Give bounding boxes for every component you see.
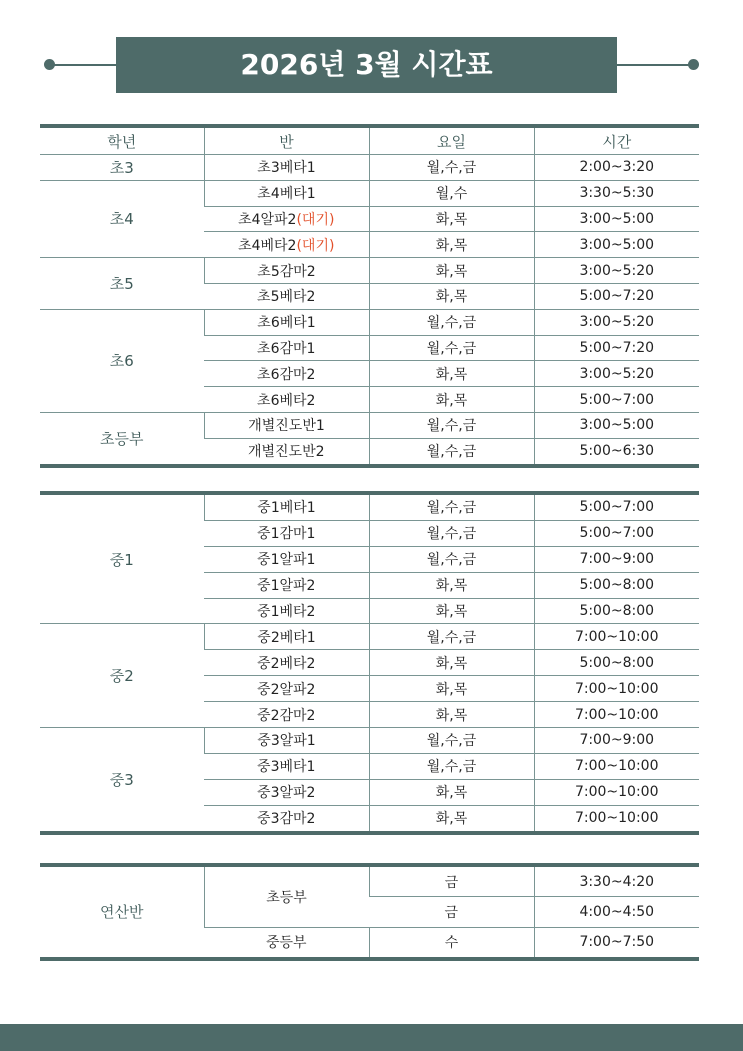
time-cell: 3:00~5:20 bbox=[534, 258, 699, 284]
grade-cell: 초등부 bbox=[40, 412, 204, 465]
class-cell: 중등부 bbox=[265, 935, 307, 952]
class-cell: 개별진도반1 bbox=[204, 412, 369, 438]
title-dot-right bbox=[688, 59, 699, 70]
class-cell: 중1알파2 bbox=[204, 572, 369, 598]
days-cell: 월,수,금 bbox=[369, 753, 534, 779]
days-cell: 월,수,금 bbox=[369, 309, 534, 335]
days-cell: 화,목 bbox=[369, 779, 534, 805]
time-cell: 5:00~6:30 bbox=[534, 438, 699, 465]
calc-schedule-table bbox=[40, 863, 699, 961]
days-cell: 화,목 bbox=[369, 598, 534, 624]
grade-cell: 초3 bbox=[40, 155, 204, 181]
days-cell: 화,목 bbox=[369, 702, 534, 728]
days-cell: 화,목 bbox=[369, 676, 534, 702]
class-cell: 중3알파1 bbox=[204, 728, 369, 754]
grade-cell: 초5 bbox=[40, 258, 204, 310]
time-cell: 5:00~8:00 bbox=[534, 598, 699, 624]
table-row bbox=[40, 493, 699, 520]
time-cell: 5:00~7:00 bbox=[534, 493, 699, 520]
grade-cell: 초4 bbox=[40, 180, 204, 257]
time-cell: 4:00~4:50 bbox=[534, 897, 699, 927]
time-cell: 7:00~10:00 bbox=[534, 676, 699, 702]
grade-cell: 중3 bbox=[40, 728, 204, 833]
days-cell: 월,수,금 bbox=[369, 155, 534, 181]
table-row bbox=[40, 180, 699, 206]
time-cell: 5:00~7:00 bbox=[534, 387, 699, 413]
class-cell: 중1감마1 bbox=[204, 520, 369, 546]
time-cell: 7:00~9:00 bbox=[534, 728, 699, 754]
grade-cell: 연산반 bbox=[40, 865, 204, 959]
class-cell: 중2베타1 bbox=[204, 624, 369, 650]
time-cell: 3:00~5:00 bbox=[534, 206, 699, 232]
days-cell: 수 bbox=[369, 927, 534, 959]
footer-bar bbox=[0, 1024, 743, 1051]
class-cell: 초4베타1 bbox=[204, 180, 369, 206]
time-cell: 7:00~10:00 bbox=[534, 753, 699, 779]
days-cell: 금 bbox=[369, 897, 534, 927]
class-cell: 초6베타1 bbox=[204, 309, 369, 335]
days-cell: 화,목 bbox=[369, 361, 534, 387]
days-cell: 월,수 bbox=[369, 180, 534, 206]
class-cell bbox=[204, 206, 369, 232]
class-cell: 초6베타2 bbox=[204, 387, 369, 413]
time-cell: 7:00~7:50 bbox=[534, 927, 699, 959]
elementary-schedule-table bbox=[40, 124, 699, 468]
table-row bbox=[40, 624, 699, 650]
time-cell: 7:00~10:00 bbox=[534, 624, 699, 650]
table-row bbox=[40, 728, 699, 754]
class-cell: 중3베타1 bbox=[204, 753, 369, 779]
table-row bbox=[40, 258, 699, 284]
days-cell: 월,수,금 bbox=[369, 624, 534, 650]
class-cell: 중3알파2 bbox=[204, 779, 369, 805]
days-cell: 월,수,금 bbox=[369, 335, 534, 361]
days-cell: 화,목 bbox=[369, 650, 534, 676]
time-cell: 3:00~5:00 bbox=[534, 232, 699, 258]
time-cell: 7:00~10:00 bbox=[534, 805, 699, 832]
page-title: 2026년 3월 시간표 bbox=[116, 37, 617, 93]
table-row bbox=[40, 155, 699, 181]
class-cell: 중1베타2 bbox=[204, 598, 369, 624]
class-cell: 초5베타2 bbox=[204, 283, 369, 309]
time-cell: 7:00~9:00 bbox=[534, 546, 699, 572]
table-row bbox=[40, 412, 699, 438]
days-cell: 화,목 bbox=[369, 572, 534, 598]
time-cell: 5:00~8:00 bbox=[534, 650, 699, 676]
days-cell: 화,목 bbox=[369, 206, 534, 232]
class-cell: 초3베타1 bbox=[204, 155, 369, 181]
class-cell: 초등부 bbox=[204, 865, 369, 927]
class-cell: 초5감마2 bbox=[204, 258, 369, 284]
time-cell: 2:00~3:20 bbox=[534, 155, 699, 181]
class-cell: 초6감마2 bbox=[204, 361, 369, 387]
days-cell: 월,수,금 bbox=[369, 520, 534, 546]
middle-schedule-table bbox=[40, 491, 699, 835]
header-days: 요일 bbox=[369, 126, 534, 155]
time-cell: 5:00~7:20 bbox=[534, 283, 699, 309]
class-cell: 중2감마2 bbox=[204, 702, 369, 728]
time-cell: 7:00~10:00 bbox=[534, 702, 699, 728]
waitlist-note: (대기) bbox=[296, 211, 335, 228]
days-cell: 화,목 bbox=[369, 258, 534, 284]
time-cell: 3:30~4:20 bbox=[534, 865, 699, 897]
class-cell: 개별진도반2 bbox=[247, 444, 325, 461]
time-cell: 3:30~5:30 bbox=[534, 180, 699, 206]
time-cell: 7:00~10:00 bbox=[534, 779, 699, 805]
class-cell: 중3감마2 bbox=[257, 811, 316, 828]
header-grade: 학년 bbox=[40, 126, 204, 155]
days-cell: 월,수,금 bbox=[369, 438, 534, 465]
title-rule-right bbox=[612, 64, 694, 66]
days-cell: 월,수,금 bbox=[369, 546, 534, 572]
time-cell: 5:00~7:00 bbox=[534, 520, 699, 546]
class-label: 초4베타2 bbox=[238, 237, 297, 254]
time-cell: 5:00~7:20 bbox=[534, 335, 699, 361]
days-cell: 월,수,금 bbox=[369, 728, 534, 754]
days-cell: 월,수,금 bbox=[369, 493, 534, 520]
class-cell: 중2알파2 bbox=[204, 676, 369, 702]
time-cell: 3:00~5:20 bbox=[534, 309, 699, 335]
time-cell: 5:00~8:00 bbox=[534, 572, 699, 598]
time-cell: 3:00~5:00 bbox=[534, 412, 699, 438]
class-label: 초4알파2 bbox=[238, 211, 297, 228]
days-cell: 화,목 bbox=[369, 387, 534, 413]
table-row bbox=[40, 865, 699, 897]
class-cell: 초6감마1 bbox=[204, 335, 369, 361]
time-cell: 3:00~5:20 bbox=[534, 361, 699, 387]
grade-cell: 중1 bbox=[40, 493, 204, 624]
header-class: 반 bbox=[204, 126, 369, 155]
days-cell: 금 bbox=[369, 865, 534, 897]
table-row bbox=[40, 309, 699, 335]
waitlist-note: (대기) bbox=[296, 237, 335, 254]
header-time: 시간 bbox=[534, 126, 699, 155]
class-cell: 중1알파1 bbox=[204, 546, 369, 572]
class-cell: 중1베타1 bbox=[204, 493, 369, 520]
days-cell: 화,목 bbox=[369, 232, 534, 258]
title-rule-left bbox=[50, 64, 120, 66]
grade-cell: 중2 bbox=[40, 624, 204, 728]
days-cell: 화,목 bbox=[369, 805, 534, 832]
days-cell: 월,수,금 bbox=[369, 412, 534, 438]
class-cell bbox=[204, 232, 369, 258]
grade-cell: 초6 bbox=[40, 309, 204, 412]
title-dot-left bbox=[44, 59, 55, 70]
class-cell: 중2베타2 bbox=[204, 650, 369, 676]
days-cell: 화,목 bbox=[369, 283, 534, 309]
header-row bbox=[40, 126, 699, 155]
